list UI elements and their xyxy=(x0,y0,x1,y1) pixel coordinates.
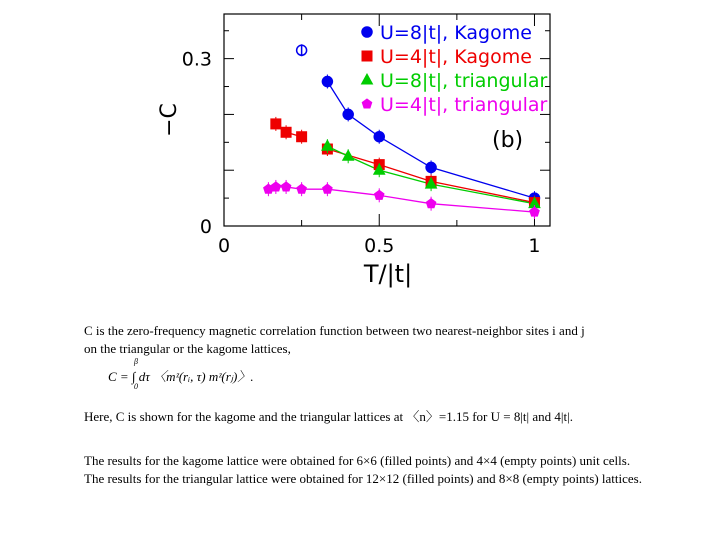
square-marker xyxy=(362,51,372,61)
pentagon-marker xyxy=(426,199,436,208)
pentagon-marker xyxy=(271,182,281,191)
caption-line-2: on the triangular or the kagome lattices, xyxy=(84,341,291,356)
y-tick-labels xyxy=(182,49,212,238)
legend-entry: U=4|t|, Kagome xyxy=(380,46,532,68)
caption-line-5: The results for the triangular lattice were obtained for 12×12 (filled points) and 8×8 (empty points) lattices. xyxy=(84,471,642,486)
pentagon-marker xyxy=(374,190,384,199)
x-tick-label: 1 xyxy=(528,235,541,257)
legend-entry: U=8|t|, Kagome xyxy=(380,22,532,44)
formula-body: C = ∫ dτ 〈mᶻ(rᵢ, τ) mᶻ(rⱼ)〉. xyxy=(108,369,254,384)
correlation-formula xyxy=(108,357,254,391)
circle-marker xyxy=(322,77,332,87)
circle-marker xyxy=(374,132,384,142)
pentagon-marker xyxy=(323,184,333,193)
legend-entry: U=8|t|, triangular xyxy=(380,70,548,92)
x-axis-label: T/|t| xyxy=(363,260,413,288)
square-marker xyxy=(297,132,307,142)
legend xyxy=(362,22,548,116)
pentagon-marker xyxy=(362,99,372,108)
x-tick-label: 0.5 xyxy=(364,235,395,257)
formula-upper-limit: β xyxy=(134,357,138,366)
panel-label: (b) xyxy=(492,128,524,153)
x-tick-label: 0 xyxy=(217,235,231,257)
series-line xyxy=(268,187,534,212)
caption-line-3: Here, C is shown for the kagome and the triangular lattices at 〈n〉=1.15 for U = 8|t| and 4|t|. xyxy=(84,409,573,424)
y-axis-label: −C xyxy=(157,103,182,137)
pentagon-marker xyxy=(530,207,540,216)
triangle-marker xyxy=(362,74,373,84)
formula-lower-limit: 0 xyxy=(134,382,138,391)
triangle-marker xyxy=(343,150,354,160)
pentagon-marker xyxy=(297,184,307,193)
square-marker xyxy=(271,119,281,129)
circle-marker xyxy=(426,162,436,172)
circle-marker xyxy=(362,27,372,37)
caption-line-4: The results for the kagome lattice were obtained for 6×6 (filled points) and 4×4 (empty points) unit cells. xyxy=(84,453,631,468)
square-marker xyxy=(281,127,291,137)
circle-marker xyxy=(343,109,353,119)
legend-entry: U=4|t|, triangular xyxy=(380,94,548,116)
caption-line-1: C is the zero-frequency magnetic correlation function between two nearest-neighbor sites i and j xyxy=(84,323,585,338)
x-tick-labels xyxy=(218,235,541,257)
y-tick-label: 0 xyxy=(199,216,212,238)
pentagon-marker xyxy=(281,182,291,191)
y-tick-label: 0.3 xyxy=(181,48,212,71)
